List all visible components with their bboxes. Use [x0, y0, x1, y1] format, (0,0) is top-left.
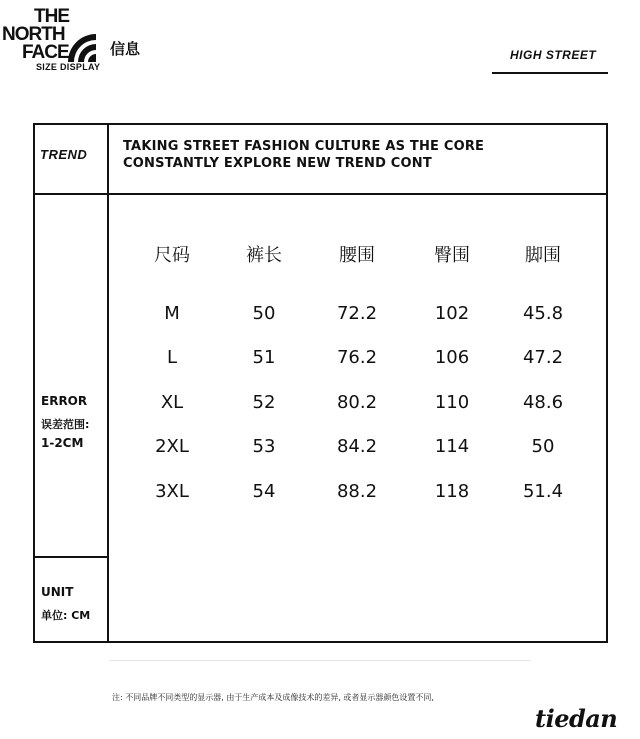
unit-title: UNIT: [41, 585, 74, 599]
cell-size: 3XL: [155, 481, 189, 502]
cell-size: L: [166, 347, 178, 368]
cell-length: 50: [252, 303, 276, 324]
cell-waist: 88.2: [336, 481, 378, 502]
half-dome-logo-icon: [64, 30, 104, 64]
cell-length: 51: [252, 347, 276, 368]
cell-hip: 114: [434, 436, 470, 457]
trend-label: TREND: [40, 147, 88, 162]
header-waist: 腰围: [339, 245, 375, 266]
cell-leg-opening: 45.8: [522, 303, 564, 324]
cell-leg-opening: 47.2: [522, 347, 564, 368]
watermark-signature: tiedan: [535, 704, 618, 733]
cell-size: 2XL: [155, 436, 189, 457]
header-leg-opening: 脚围: [525, 245, 561, 266]
cell-size: XL: [160, 392, 184, 413]
cell-length: 53: [252, 436, 276, 457]
logo-text-north: NORTH: [2, 24, 65, 45]
logo-text-face: FACE: [22, 42, 69, 63]
cell-waist: 84.2: [336, 436, 378, 457]
cell-hip: 102: [434, 303, 470, 324]
cell-length: 52: [252, 392, 276, 413]
footnote: 注: 不同品牌不同类型的显示器, 由于生产成本及成像技术的差异, 或者显示器颜色设置不同,: [112, 693, 434, 702]
faint-divider: [110, 660, 530, 661]
cell-leg-opening: 50: [531, 436, 555, 457]
header-size: 尺码: [154, 245, 190, 266]
unit-row-divider: [35, 556, 108, 558]
unit-label: 单位: CM: [41, 609, 91, 622]
cell-hip: 118: [434, 481, 470, 502]
cell-length: 54: [252, 481, 276, 502]
logo-suffix-text: 信息: [110, 40, 141, 58]
column-divider: [107, 125, 109, 641]
header-hip: 臀围: [434, 245, 470, 266]
cell-hip: 106: [434, 347, 470, 368]
header-row-divider: [35, 193, 606, 195]
error-title: ERROR: [41, 394, 88, 408]
cell-waist: 76.2: [336, 347, 378, 368]
error-label: 误差范围:: [41, 418, 90, 431]
tagline-line-1: TAKING STREET FASHION CULTURE AS THE CORE: [123, 139, 485, 154]
header-length: 裤长: [246, 245, 282, 266]
tagline-line-2: CONSTANTLY EXPLORE NEW TREND CONT: [123, 156, 432, 171]
size-chart-frame: [33, 123, 608, 643]
size-display-subtitle: SIZE DISPLAY: [36, 62, 101, 72]
high-street-heading: HIGH STREET: [510, 48, 597, 62]
error-value: 1-2CM: [41, 436, 84, 450]
cell-leg-opening: 51.4: [522, 481, 564, 502]
cell-leg-opening: 48.6: [522, 392, 564, 413]
cell-size: M: [164, 303, 180, 324]
cell-hip: 110: [434, 392, 470, 413]
cell-waist: 72.2: [336, 303, 378, 324]
header-rule: [492, 72, 608, 74]
logo-text-the: THE: [34, 6, 69, 27]
cell-waist: 80.2: [336, 392, 378, 413]
